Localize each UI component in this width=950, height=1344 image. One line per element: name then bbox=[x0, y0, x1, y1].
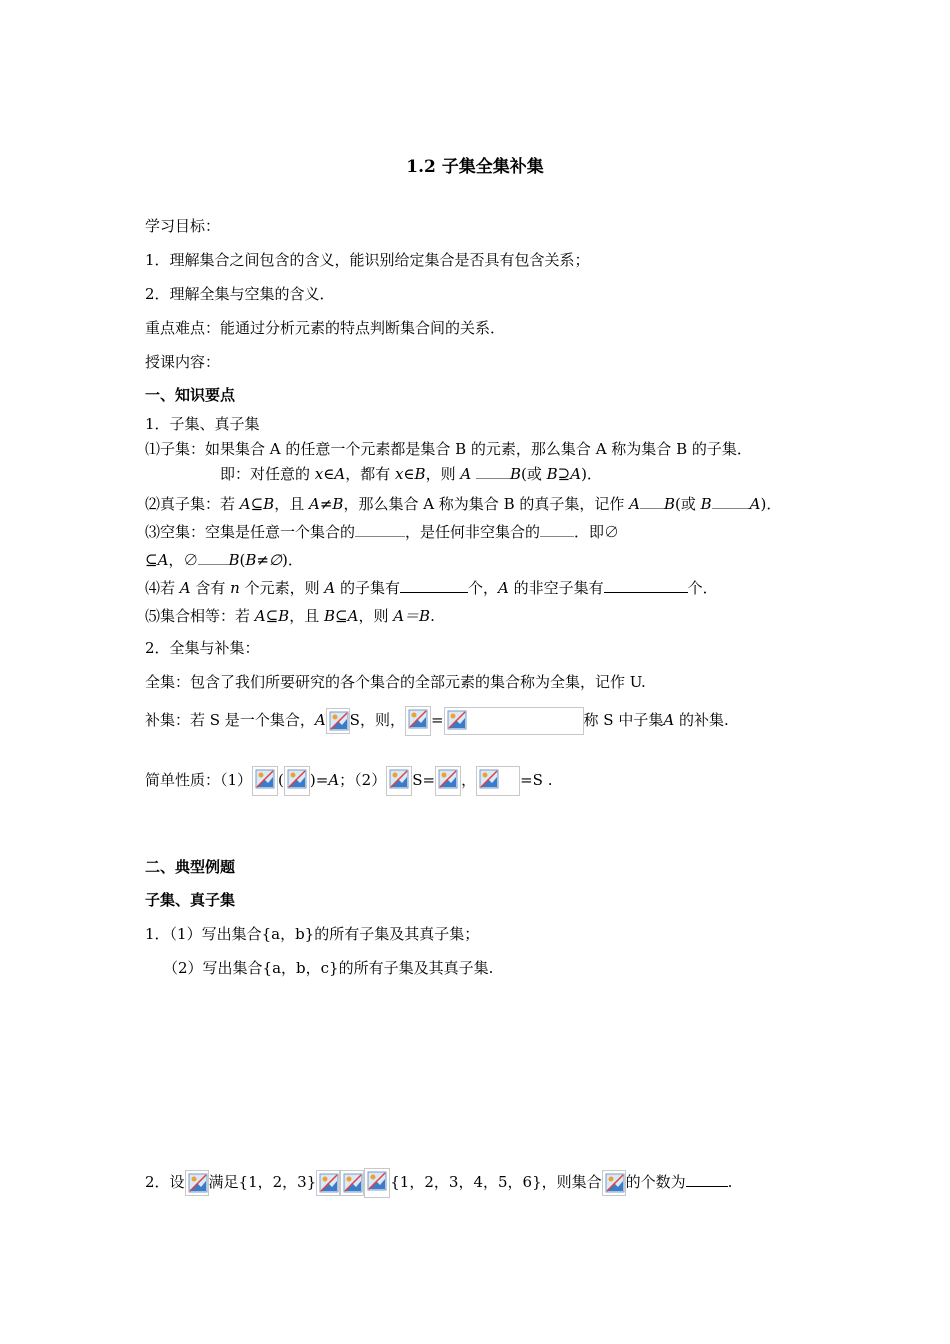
item-2-heading: 2．全集与补集： bbox=[145, 639, 260, 657]
blank bbox=[198, 550, 228, 565]
broken-image-icon bbox=[284, 766, 310, 796]
paragraph-proper-subset: ⑵真子集：若 A⊆B，且 A≠B，那么集合 A 称为集合 B 的真子集，记作 A B(或 B A)． bbox=[145, 495, 782, 513]
paragraph-properties: 简单性质：（1） ( )=A；（2） S= ， =S . bbox=[145, 766, 552, 796]
broken-image-icon bbox=[326, 708, 350, 734]
section-1-heading: 一、知识要点 bbox=[145, 386, 236, 404]
blank bbox=[712, 494, 750, 509]
broken-image-icon bbox=[185, 1170, 209, 1196]
example-1a: 1．（1）写出集合{a，b}的所有子集及其真子集； bbox=[145, 925, 480, 943]
page-title: 1.2 子集全集补集 bbox=[406, 157, 544, 177]
section-2-heading: 二、典型例题 bbox=[145, 858, 236, 876]
broken-image-icon bbox=[252, 766, 278, 796]
paragraph-empty-set: ⑶空集：空集是任意一个集合的 ，是任何非空集合的 ．即∅ bbox=[145, 523, 620, 541]
goal-1: 1．理解集合之间包含的含义，能识别给定集合是否具有包含关系； bbox=[145, 251, 590, 269]
paragraph-subset-formal: 即：对任意的 x∈A，都有 x∈B，则 A B(或 B⊇A)． bbox=[220, 465, 602, 483]
paragraph-universal-set: 全集：包含了我们所要研究的各个集合的全部元素的集合称为全集，记作 U. bbox=[145, 673, 646, 691]
broken-image-icon bbox=[386, 766, 412, 796]
broken-image-icon bbox=[405, 706, 431, 736]
subsection-heading: 子集、真子集 bbox=[145, 891, 236, 909]
blank bbox=[400, 578, 468, 593]
paragraph-subset: ⑴子集：如果集合 A 的任意一个元素都是集合 B 的元素，那么集合 A 称为集合 B 的子集． bbox=[145, 440, 752, 458]
paragraph-empty-set-cont: ⊆A，∅ B(B≠∅)． bbox=[145, 551, 303, 569]
blank bbox=[640, 494, 664, 509]
paragraph-subset-count: ⑷若 A 含有 n 个元素，则 A 的子集有 个，A 的非空子集有 个． bbox=[145, 579, 718, 597]
answer-blank bbox=[686, 1172, 728, 1187]
blank bbox=[355, 522, 405, 537]
paragraph-complement: 补集：若 S 是一个集合，A S，则， = 称 S 中子集A 的补集. bbox=[145, 706, 729, 736]
example-1b: （2）写出集合{a，b，c}的所有子集及其真子集. bbox=[163, 959, 494, 977]
blank bbox=[540, 522, 574, 537]
broken-image-icon bbox=[364, 1168, 390, 1198]
blank bbox=[604, 578, 688, 593]
key-points: 重点难点：能通过分析元素的特点判断集合间的关系． bbox=[145, 319, 506, 337]
example-2: 2．设 满足{1，2，3} {1，2，3，4，5，6}，则集合 的个数为 . bbox=[145, 1168, 732, 1198]
broken-image-icon bbox=[476, 766, 520, 796]
broken-image-icon bbox=[444, 707, 584, 735]
broken-image-icon bbox=[340, 1170, 364, 1196]
blank bbox=[476, 464, 510, 479]
goals-heading: 学习目标： bbox=[145, 217, 221, 235]
content-heading: 授课内容： bbox=[145, 353, 221, 371]
item-1-heading: 1．子集、真子集 bbox=[145, 415, 260, 433]
goal-2: 2．理解全集与空集的含义． bbox=[145, 285, 335, 303]
broken-image-icon bbox=[602, 1170, 626, 1196]
broken-image-icon bbox=[316, 1170, 340, 1196]
paragraph-set-equality: ⑸集合相等：若 A⊆B，且 B⊆A，则 A＝B. bbox=[145, 607, 435, 625]
broken-image-icon bbox=[435, 766, 461, 796]
